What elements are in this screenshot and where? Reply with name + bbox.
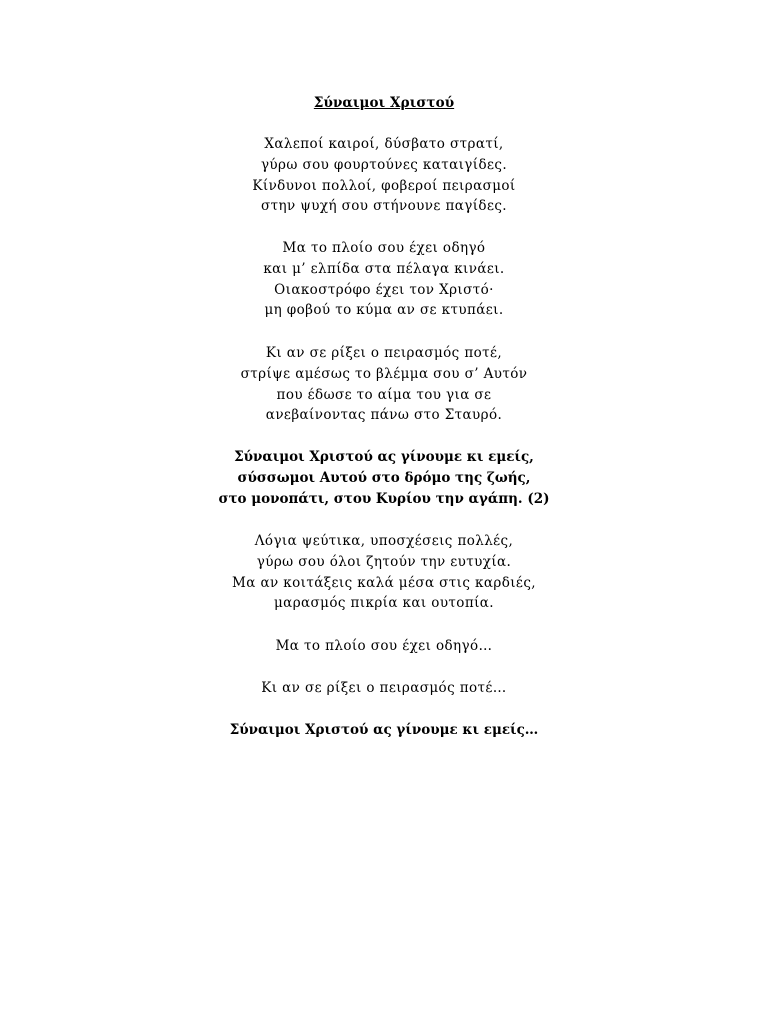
stanza-line: Χαλεποί καιροί, δύσβατο στρατί, (264, 136, 504, 152)
stanza-line: Μα το πλοίο σου έχει οδηγό (282, 240, 486, 256)
stanza-1 (0, 134, 768, 217)
stanza-line: στην ψυχή σου στήνουνε παγίδες. (261, 198, 507, 215)
stanza-line: Λόγια ψεύτικα, υποσχέσεις πολλές, (254, 533, 514, 549)
stanza-6-refrain-reference (0, 636, 768, 657)
stanza-line: γύρω σου όλοι ζητούν την ευτυχία. (256, 553, 512, 570)
stanza-line: Κι αν σε ρίξει ο πειρασμός ποτέ, (265, 345, 503, 361)
stanza-line: μη φοβού το κύμα αν σε κτυπάει. (264, 302, 504, 319)
stanza-line: και μ’ ελπίδα στα πέλαγα κινάει. (263, 260, 505, 277)
stanza-line: γύρω σου φουρτούνες καταιγίδες. (260, 156, 508, 173)
stanza-line: μαρασμός πικρία και ουτοπία. (274, 595, 494, 612)
stanza-line: Κίνδυνοι πολλοί, φοβεροί πειρασμοί (252, 177, 516, 194)
stanza-line: ανεβαίνοντας πάνω στο Σταυρό. (265, 407, 503, 424)
chorus-line: στο μονοπάτι, στου Κυρίου την αγάπη. (2) (218, 490, 550, 507)
stanza-2 (0, 238, 768, 321)
chorus-reference (0, 720, 768, 741)
chorus-line: Σύναιμοι Χριστού ας γίνουμε κι εμείς… (229, 722, 539, 738)
stanza-3 (0, 343, 768, 426)
stanza-line: Οιακοστρόφο έχει τον Χριστό· (274, 281, 494, 298)
chorus-stanza (0, 447, 768, 509)
chorus-line: σύσσωμοι Αυτού στο δρόμο της ζωής, (237, 469, 531, 486)
chorus-line: Σύναιμοι Χριστού ας γίνουμε κι εμείς, (234, 449, 534, 465)
stanza-line: Μα το πλοίο σου έχει οδηγό… (275, 638, 493, 654)
stanza-line: στρίψε αμέσως το βλέμμα σου σ’ Αυτόν (240, 365, 528, 382)
stanza-line: Κι αν σε ρίξει ο πειρασμός ποτέ… (261, 680, 507, 696)
stanza-line: που έδωσε το αίμα του για σε (276, 386, 492, 403)
stanza-line: Μα αν κοιτάξεις καλά μέσα στις καρδιές, (232, 574, 536, 591)
stanza-5 (0, 531, 768, 614)
stanza-7-refrain-reference (0, 678, 768, 699)
page-title: Σύναιμοι Χριστού (313, 95, 455, 111)
